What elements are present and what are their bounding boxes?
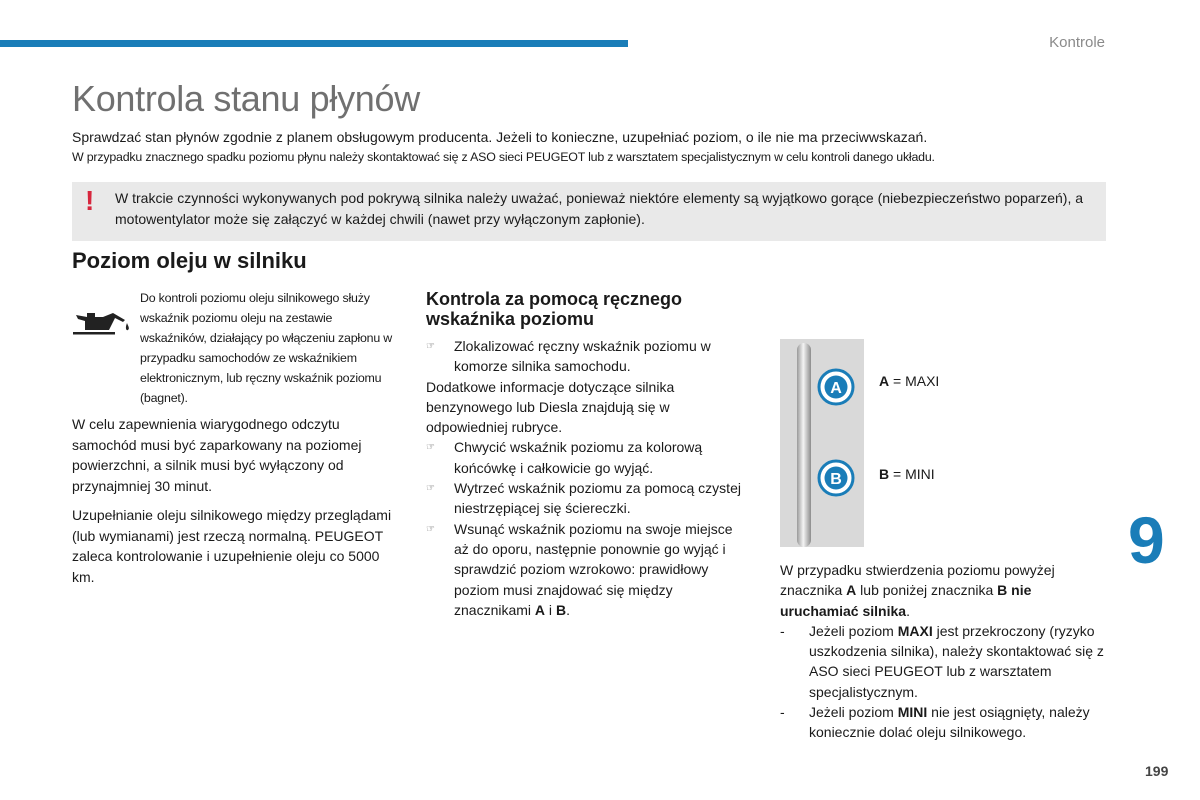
chapter-number: 9 [1128,503,1165,577]
page-title: Kontrola stanu płynów [72,78,420,119]
step-text-part: Wsunąć wskaźnik poziomu na swoje miejsce aż do oporu, następnie ponownie go wyjąć i sprawdzić poziom wzrokowo: prawidłowy poziom musi znajdować się między znacznikami [454,520,733,618]
result-text-part: lub poniżej znacznika [856,582,998,599]
warning-text: W trakcie czynności wykonywanych pod pokrywą silnika należy uważać, ponieważ niektóre elementy są wyjątkowo gorące (niebezpieczeństwo poparzeń), a motowentylator może się załączyć w każdej chwili (nawet przy wyłączonym zapłonie). [115,190,1084,227]
dipstick-illustration [780,339,864,547]
result-paragraph [780,560,1110,621]
list-item [426,478,751,519]
step-text-part: i [545,601,556,618]
marker-a-label [879,373,939,389]
marker-b-letter: B [830,471,842,488]
marker-a-label-text: = MAXI [889,373,940,389]
oil-paragraph-2: Uzupełnianie oleju silnikowego między przeglądami (lub wymianami) jest rzeczą normalną. PEUGEOT zaleca kontrolowanie i uzupełnienie oleju co 5000 km. [72,507,392,585]
oil-paragraph-1: W celu zapewnienia wiarygodnego odczytu samochód musi być zaparkowany na poziomej powierzchni, a silnik musi być wyłączony od przynajmniej 30 minut. [72,416,362,494]
list-item [426,437,751,478]
dipstick-graphic [780,339,864,547]
dipstick-rod [797,343,811,547]
header-accent-bar [0,40,628,47]
oil-icon-description: Do kontroli poziomu oleju silnikowego służy wskaźnik poziomu oleju na zestawie wskaźników, działający po włączeniu zapłonu w przypadku samochodów ze wskaźnikiem elektronicznym, lub ręczny wskaźnik poziomu (bagnet). [140,291,393,405]
do-not-start-warning: B nie uruchamiać silnika [780,582,1032,619]
step-text: Chwycić wskaźnik poziomu za kolorową końcówkę i całkowicie go wyjąć. [454,439,703,476]
marker-a-ref: A [534,601,546,618]
maxi-ref: MAXI [897,622,933,639]
pointing-hand-icon: ☞ [426,442,435,454]
marker-a-ref: A [846,582,857,599]
pointing-hand-icon: ☞ [426,483,435,495]
marker-a-label-letter: A [879,373,890,389]
dash-bullet: - [780,622,785,639]
list-item [426,519,751,620]
warning-icon: ! [85,185,95,216]
section-name: Kontrole [1049,34,1105,51]
result-instructions [780,560,1110,743]
mini-ref: MINI [897,704,928,721]
page-number: 199 [1145,763,1169,779]
item-text-part: Jeżeli poziom [809,704,898,721]
oil-level-heading: Poziom oleju w silniku [72,248,307,273]
intro-text-2: W przypadku znacznego spadku poziomu płynu należy skontaktować się z ASO sieci PEUGEOT lub z warsztatem specjalistycznym w celu kontroli danego układu. [72,150,935,164]
manual-check-steps [426,336,751,620]
list-item [426,336,751,377]
result-text-part: W przypadku stwierdzenia poziomu powyżej znacznika [780,562,1055,599]
marker-a-letter: A [830,380,842,397]
marker-b-label-letter: B [879,466,890,482]
list-item [780,702,1110,743]
dash-bullet: - [780,704,785,721]
item-text-part: jest przekroczony (ryzyko uszkodzenia silnika), należy skontaktować się z ASO sieci PEUGEOT lub z warsztatem specjalistycznym. [809,622,1104,700]
result-text-part: . [906,602,910,619]
item-text [809,702,1110,743]
marker-b-label-text: = MINI [889,466,935,482]
item-text-part: Jeżeli poziom [809,622,898,639]
item-text-part: nie jest osiągnięty, należy koniecznie dolać oleju silnikowego. [809,704,1090,741]
step-text: Wytrzeć wskaźnik poziomu za pomocą czystej niestrzępiącej się ściereczki. [454,480,741,517]
step-text-part: . [566,601,570,618]
item-text [809,621,1110,702]
step-text [454,519,751,620]
pointing-hand-icon: ☞ [426,341,435,352]
intro-text-1: Sprawdzać stan płynów zgodnie z planem obsługowym producenta. Jeżeli to konieczne, uzupełniać poziom, o ile nie ma przeciwwskazań. [72,129,928,145]
list-item [780,621,1110,702]
pointing-hand-icon: ☞ [426,523,435,535]
step-text: Zlokalizować ręczny wskaźnik poziomu w komorze silnika samochodu. [454,338,711,375]
engine-note: Dodatkowe informacje dotyczące silnika benzynowego lub Diesla znajdują się w odpowiedniej rubryce. [426,378,675,436]
oil-can-icon [73,306,131,336]
manual-check-heading: Kontrola za pomocą ręcznego wskaźnika poziomu [426,289,683,329]
marker-b-label [879,466,935,482]
marker-b-ref: B [555,601,567,618]
